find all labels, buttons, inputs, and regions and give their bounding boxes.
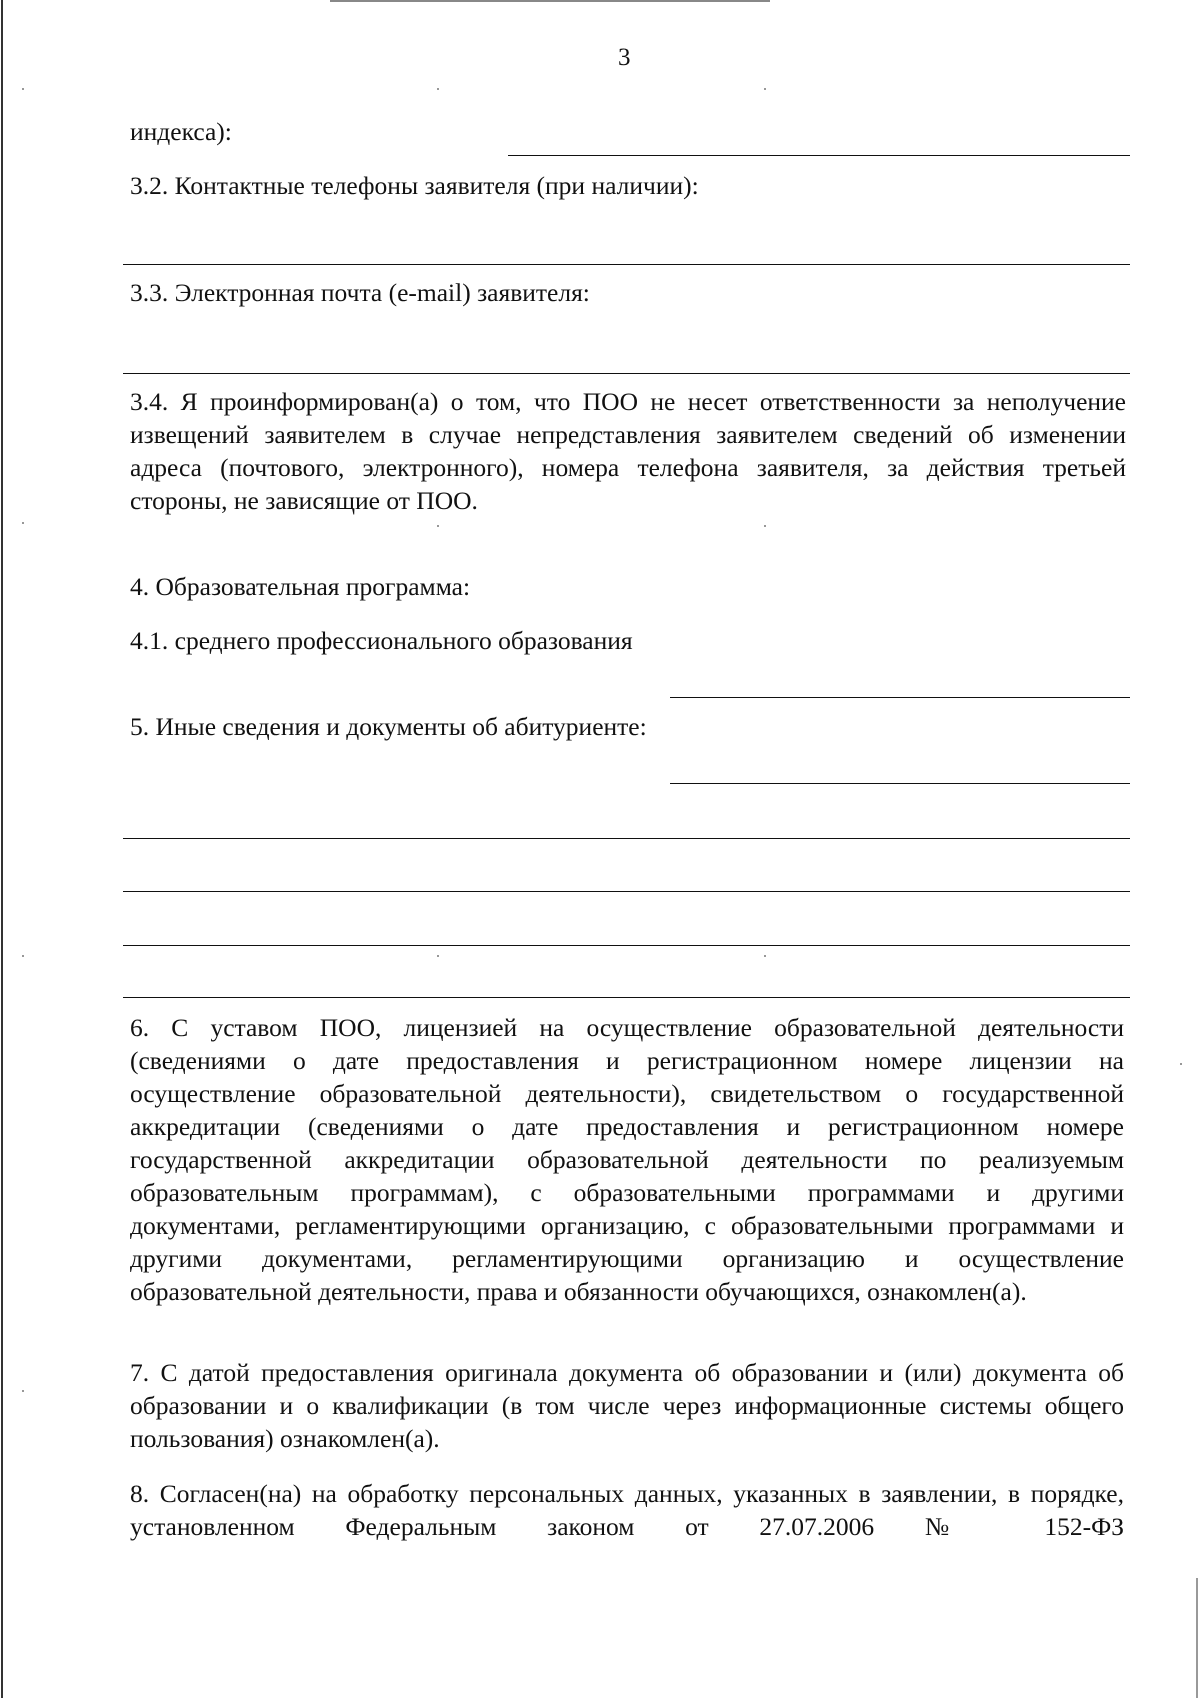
scan-speck bbox=[22, 955, 24, 957]
other-info-fill-line-5 bbox=[123, 997, 1130, 998]
other-info-fill-line-3 bbox=[123, 891, 1130, 892]
section-3-3: 3.3. Электронная почта (e-mail) заявителя: bbox=[130, 278, 590, 307]
section-3-2: 3.2. Контактные телефоны заявителя (при наличии): bbox=[130, 171, 699, 200]
scan-speck bbox=[764, 525, 766, 527]
index-fill-line bbox=[508, 155, 1130, 156]
scan-edge-top bbox=[330, 0, 770, 2]
section-6: 6. С уставом ПОО, лицензией на осуществление образовательной деятельности (сведениями о дате предоставления и регистрационном номере лицензии на осуществление образовательной деятельности), свидетельством о государственной аккредитации (сведениями о дате предоставления и регистрационном номере государственной аккредитации образовательной деятельности по реализуемым образовательным программам), с образовательными программами и другими документами, регламентирующими организацию, с образовательными программами и другими документами, регламентирующими организацию и осуществление образовательной деятельности, права и обязанности обучающихся, ознакомлен(а). bbox=[130, 1013, 1124, 1306]
page-number: 3 bbox=[618, 44, 631, 71]
scan-speck bbox=[22, 522, 24, 524]
section-7: 7. С датой предоставления оригинала документа об образовании и (или) документа об образовании и о квалификации (в том числе через информационные системы общего пользования) ознакомлен(а). bbox=[130, 1358, 1124, 1453]
other-info-fill-line-1 bbox=[670, 783, 1130, 784]
scan-speck bbox=[437, 88, 439, 90]
scan-speck bbox=[22, 1390, 24, 1392]
section-3-4: 3.4. Я проинформирован(а) о том, что ПОО не несет ответственности за неполучение извещений заявителем в случае непредставления заявителем сведений об изменении адреса (почтового, электронного), номера телефона заявителя, за действия третьей стороны, не зависящие от ПОО. bbox=[130, 387, 1126, 515]
scan-edge-right bbox=[1196, 1578, 1198, 1698]
index-label: индекса): bbox=[130, 117, 232, 146]
scan-speck bbox=[437, 525, 439, 527]
scan-speck bbox=[22, 88, 24, 90]
section-4-1: 4.1. среднего профессионального образования bbox=[130, 626, 633, 655]
scan-edge-left bbox=[1, 0, 3, 1698]
scan-speck bbox=[437, 955, 439, 957]
section-5: 5. Иные сведения и документы об абитуриенте: bbox=[130, 712, 647, 741]
program-fill-line bbox=[670, 697, 1130, 698]
scan-speck bbox=[764, 88, 766, 90]
scan-speck bbox=[764, 955, 766, 957]
section-8: 8. Согласен(на) на обработку персональных данных, указанных в заявлении, в порядке, установленном Федеральным законом от 27.07.2006 № 152-ФЗ bbox=[130, 1479, 1124, 1541]
other-info-fill-line-2 bbox=[123, 838, 1130, 839]
section-4: 4. Образовательная программа: bbox=[130, 572, 471, 601]
phone-fill-line bbox=[123, 264, 1130, 265]
other-info-fill-line-4 bbox=[123, 945, 1130, 946]
email-fill-line bbox=[123, 373, 1130, 374]
scan-speck bbox=[1180, 1063, 1182, 1065]
